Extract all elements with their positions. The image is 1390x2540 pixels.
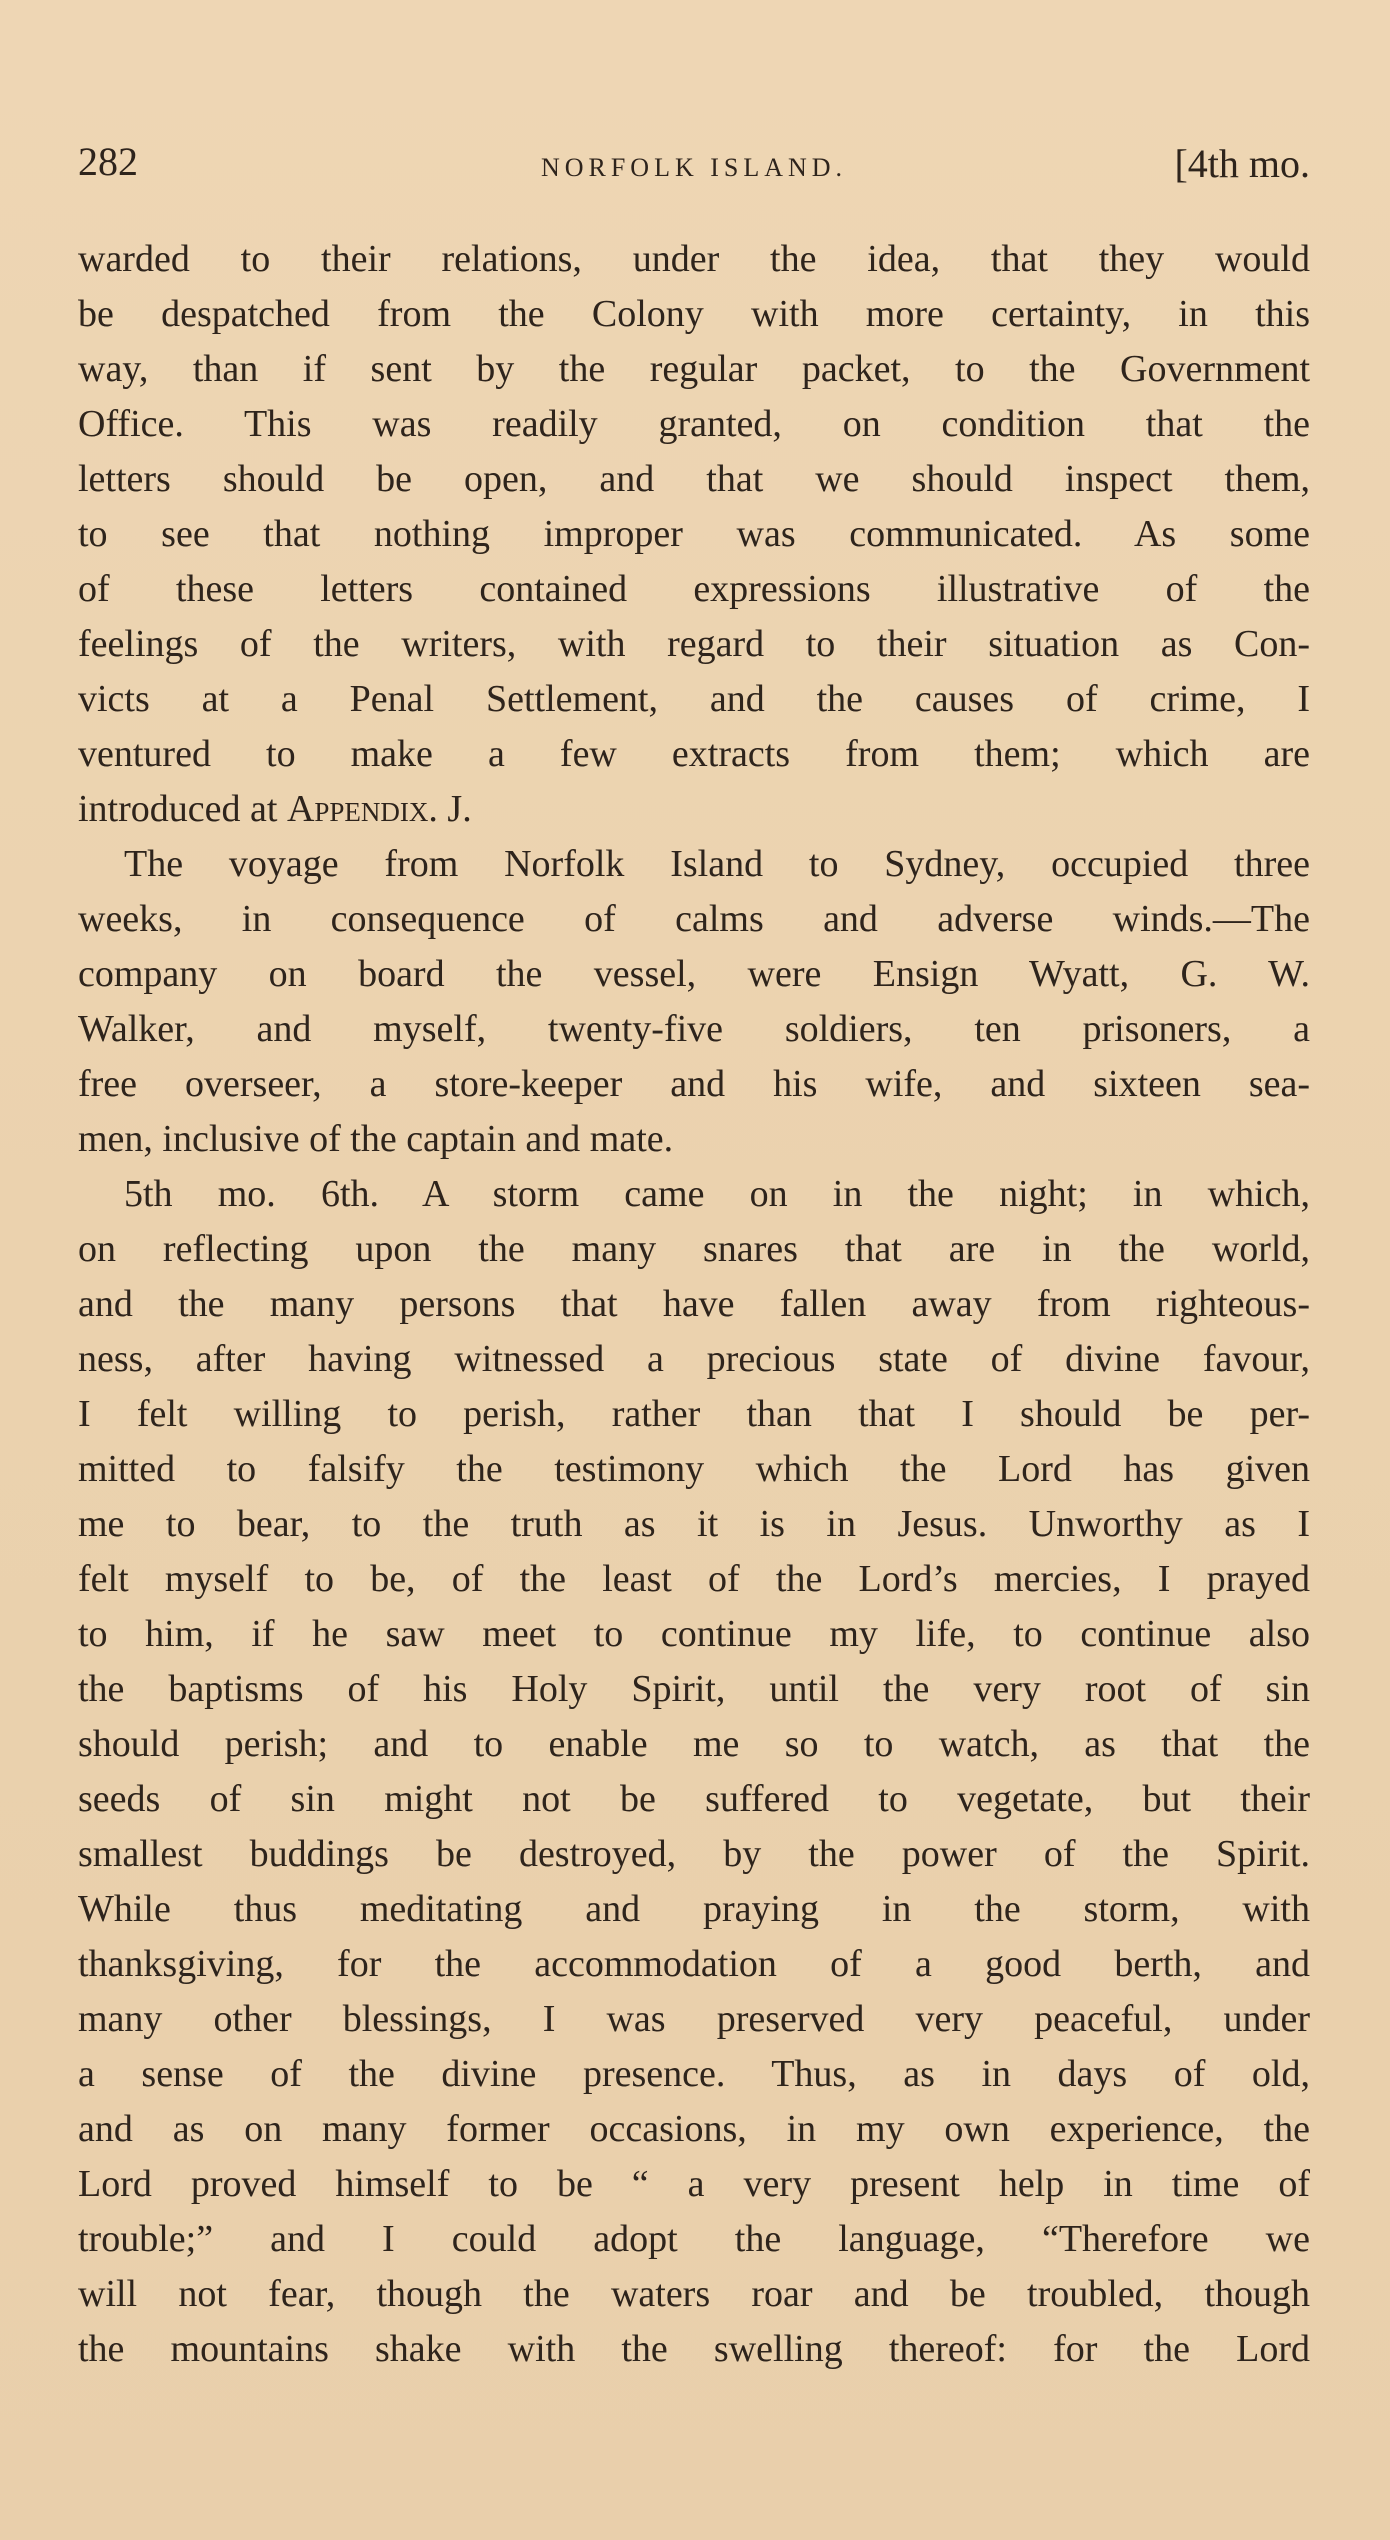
text-line: should perish; and to enable me so to watch, as that the xyxy=(78,1723,1310,1765)
text-line-appendix xyxy=(78,782,1310,837)
text-line: trouble;” and I could adopt the language, “Therefore we xyxy=(78,2218,1310,2260)
text-line: the baptisms of his Holy Spirit, until the very root of sin xyxy=(78,1668,1310,1710)
text-line: on reflecting upon the many snares that are in the world, xyxy=(78,1228,1310,1270)
text-line: smallest buddings be destroyed, by the power of the Spirit. xyxy=(78,1833,1310,1875)
text-line: Office. This was readily granted, on condition that the xyxy=(78,403,1310,445)
text-line: me to bear, to the truth as it is in Jesus. Unworthy as I xyxy=(78,1503,1310,1545)
text-line: mitted to falsify the testimony which the Lord has given xyxy=(78,1448,1310,1490)
text-line: feelings of the writers, with regard to their situation as Con- xyxy=(78,623,1310,665)
appendix-link: Appendix xyxy=(286,788,429,830)
text-line: the mountains shake with the swelling thereof: for the Lord xyxy=(78,2328,1310,2370)
section-mark: [4th mo. xyxy=(1174,141,1310,186)
text-line: warded to their relations, under the idea, that they would xyxy=(78,238,1310,280)
appendix-intro: introduced at xyxy=(78,788,278,830)
text-line: thanksgiving, for the accommodation of a good berth, and xyxy=(78,1943,1310,1985)
text-line: victs at a Penal Settlement, and the causes of crime, I xyxy=(78,678,1310,720)
text-line: and the many persons that have fallen away from righteous- xyxy=(78,1283,1310,1325)
appendix-suffix: . J. xyxy=(428,788,472,830)
text-line: 5th mo. 6th. A storm came on in the night; in which, xyxy=(124,1173,1310,1215)
text-line: of these letters contained expressions illustrative of the xyxy=(78,568,1310,610)
page-number: 282 xyxy=(78,139,138,184)
text-line: weeks, in consequence of calms and adverse winds.—The xyxy=(78,898,1310,940)
text-line: free overseer, a store-keeper and his wife, and sixteen sea- xyxy=(78,1063,1310,1105)
text-line: I felt willing to perish, rather than that I should be per- xyxy=(78,1393,1310,1435)
text-line: to see that nothing improper was communicated. As some xyxy=(78,513,1310,555)
text-line: will not fear, though the waters roar and be troubled, though xyxy=(78,2273,1310,2315)
text-line: and as on many former occasions, in my own experience, the xyxy=(78,2108,1310,2150)
text-line: The voyage from Norfolk Island to Sydney, occupied three xyxy=(124,843,1310,885)
text-line: Walker, and myself, twenty-five soldiers, ten prisoners, a xyxy=(78,1008,1310,1050)
text-line: Lord proved himself to be “ a very present help in time of xyxy=(78,2163,1310,2205)
text-line: be despatched from the Colony with more certainty, in this xyxy=(78,293,1310,335)
text-line: to him, if he saw meet to continue my life, to continue also xyxy=(78,1613,1310,1655)
text-line: ness, after having witnessed a precious state of divine favour, xyxy=(78,1338,1310,1380)
text-line: seeds of sin might not be suffered to vegetate, but their xyxy=(78,1778,1310,1820)
text-line: men, inclusive of the captain and mate. xyxy=(78,1118,674,1160)
running-title: NORFOLK ISLAND. xyxy=(540,153,848,182)
text-line: letters should be open, and that we should inspect them, xyxy=(78,458,1310,500)
text-line: felt myself to be, of the least of the Lord’s mercies, I prayed xyxy=(78,1558,1310,1600)
page-header xyxy=(78,138,1310,198)
text-line: a sense of the divine presence. Thus, as in days of old, xyxy=(78,2053,1310,2095)
text-line: ventured to make a few extracts from them; which are xyxy=(78,733,1310,775)
body-text xyxy=(78,232,1310,2377)
text-line: many other blessings, I was preserved very peaceful, under xyxy=(78,1998,1310,2040)
text-line: company on board the vessel, were Ensign Wyatt, G. W. xyxy=(78,953,1310,995)
text-line: way, than if sent by the regular packet, to the Government xyxy=(78,348,1310,390)
text-line: While thus meditating and praying in the storm, with xyxy=(78,1888,1310,1930)
